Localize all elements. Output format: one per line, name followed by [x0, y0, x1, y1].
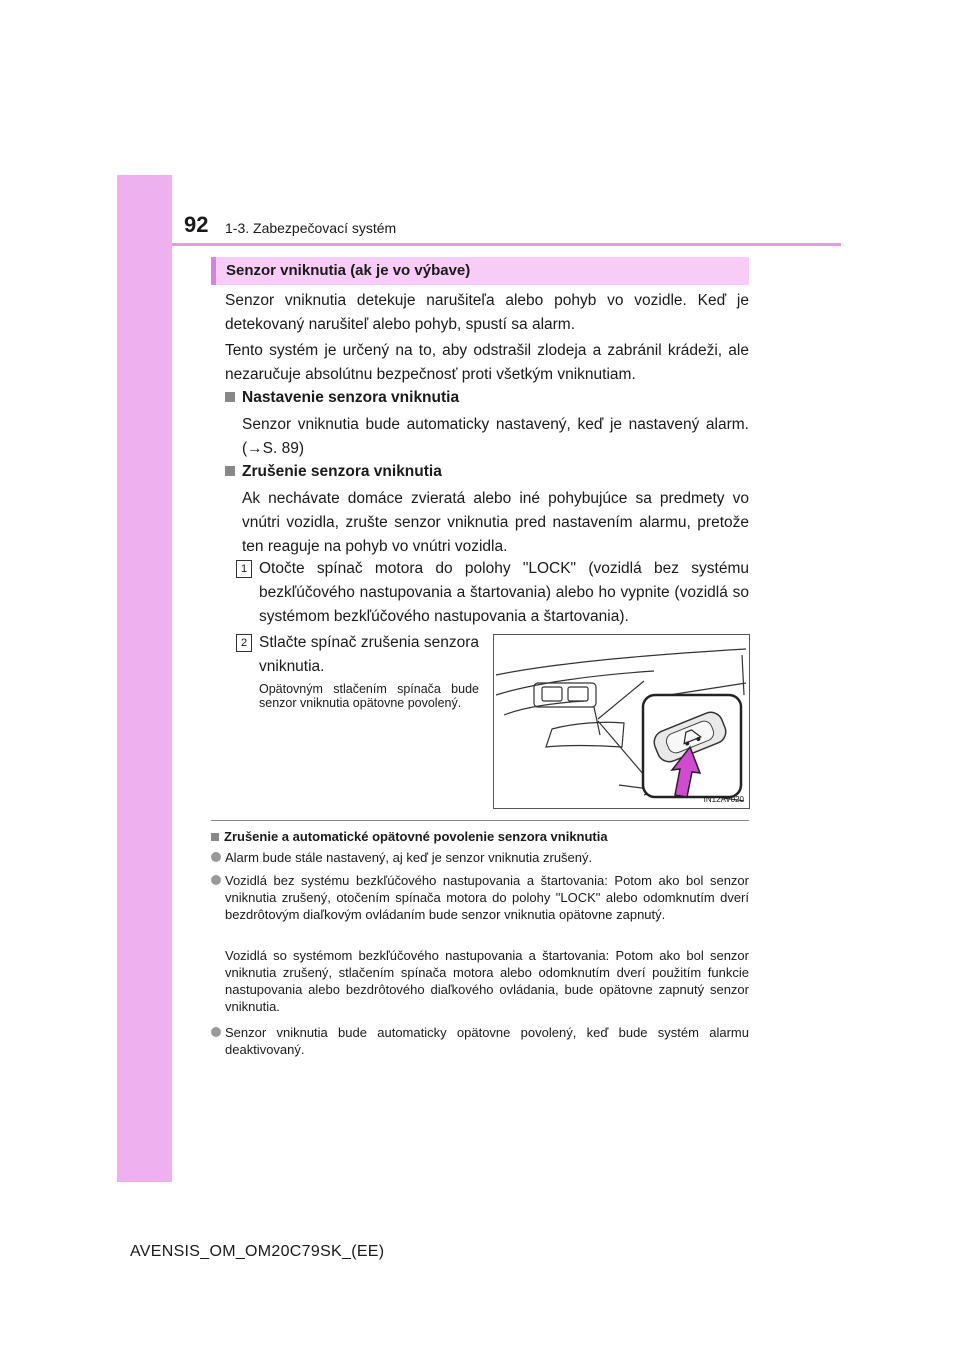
step-1-text: Otočte spínač motora do polohy "LOCK" (vozidlá bez systému bezkľúčového nastupovania a štartovania) alebo ho vypnite (vozidlá so systémom bezkľúčového nastupovania a štartovania). [259, 560, 749, 625]
square-bullet-icon [225, 466, 235, 476]
note-bullet-2-continued: Vozidlá so systémom bezkľúčového nastupovania a štartovania: Potom ako bol senzor vniknutia zrušený, stlačením spínača motora alebo odomknutím dverí použitím funkcie nastupovania alebo bezdrôtového diaľkového ovládania, bude opätovne zapnutý senzor vniknutia. [225, 948, 749, 1014]
step-number-2: 2 [236, 634, 252, 652]
step-2-text: Stlačte spínač zrušenia senzora vniknutia. [259, 634, 479, 675]
step-2-caption: Opätovným stlačením spínača bude senzor vniknutia opätovne povolený. [259, 682, 479, 710]
intro-paragraph-1: Senzor vniknutia detekuje narušiteľa alebo pohyb vo vozidle. Keď je detekovaný narušiteľ alebo pohyb, spustí sa alarm. [225, 292, 749, 333]
section-heading [211, 257, 749, 285]
notes-heading-text: Zrušenie a automatické opätovné povolenie senzora vniknutia [224, 829, 608, 844]
intro-paragraph-2: Tento systém je určený na to, aby odstrašil zlodeja a zabránil krádeži, ale nezaručuje absolútnu bezpečnosť proti všetkým vniknutiam. [225, 342, 749, 383]
intrusion-switch-figure [493, 634, 750, 809]
footer-code: AVENSIS_OM_OM20C79SK_(EE) [130, 1243, 385, 1260]
bullet-dot-icon [211, 1027, 221, 1037]
cancel-paragraph: Ak nechávate domáce zvieratá alebo iné pohybujúce sa predmety vo vnútri vozidla, zrušte senzor vniknutia pred nastavením alarmu, pretože ten reaguje na pohyb vo vnútri vozidla. [242, 490, 749, 555]
note-bullet-1: Alarm bude stále nastavený, aj keď je senzor vniknutia zrušený. [225, 850, 593, 865]
setting-heading [225, 389, 459, 407]
section-title: Senzor vniknutia (ak je vo výbave) [226, 262, 471, 279]
figure-code: IN12AV020 [703, 795, 744, 804]
page-number: 92 [184, 212, 209, 237]
step-number-1: 1 [236, 560, 252, 578]
square-bullet-icon [225, 392, 235, 402]
setting-paragraph: Senzor vniknutia bude automaticky nastavený, keď je nastavený alarm. (→S. 89) [242, 416, 749, 457]
header-divider [172, 243, 841, 246]
setting-heading-text: Nastavenie senzora vniknutia [242, 389, 460, 406]
bullet-dot-icon [211, 852, 221, 862]
note-bullet-3: Senzor vniknutia bude automaticky opätovne povolený, keď bude systém alarmu deaktivovaný. [225, 1025, 749, 1057]
chapter-title: 1-3. Zabezpečovací systém [225, 220, 397, 236]
car-interior-switch-illustration [494, 635, 749, 808]
cancel-heading [225, 463, 442, 481]
square-bullet-icon [211, 833, 219, 841]
chapter-sidebar-tab [117, 175, 172, 1182]
notes-divider [211, 820, 749, 821]
notes-heading [211, 829, 608, 844]
note-bullet-2: Vozidlá bez systému bezkľúčového nastupovania a štartovania: Potom ako bol senzor vniknutia zrušený, otočením spínača motora do polohy "LOCK" alebo odomknutím dverí bezdrôtovým diaľkovým ovládaním bude senzor vniknutia opätovne zapnutý. [225, 873, 749, 922]
bullet-dot-icon [211, 875, 221, 885]
cancel-heading-text: Zrušenie senzora vniknutia [242, 463, 442, 480]
